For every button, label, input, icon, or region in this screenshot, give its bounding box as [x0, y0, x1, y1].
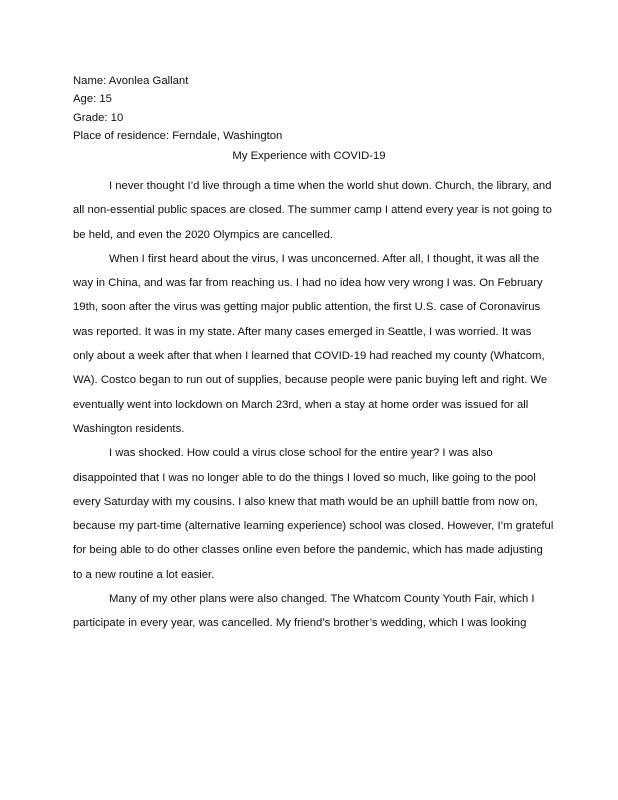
essay-line: every Saturday with my cousins. I also knew that math would be an uphill battle from now on,	[73, 495, 538, 508]
essay-line: When I first heard about the virus, I was unconcerned. After all, I thought, it was all the	[109, 252, 540, 265]
essay-line: 19th, soon after the virus was getting major public attention, the first U.S. case of Coronavirus	[73, 301, 541, 314]
essay-line: eventually went into lockdown on March 23rd, when a stay at home order was issued for all	[73, 398, 529, 411]
essay-line: only about a week after that when I learned that COVID-19 had reached my county (Whatcom,	[73, 350, 545, 363]
essay-line: was reported. It was in my state. After many cases emerged in Seattle, I was worried. It was	[73, 325, 532, 338]
essay-line: Washington residents.	[73, 422, 185, 435]
essay-line: Many of my other plans were also changed. The Whatcom County Youth Fair, which I	[109, 593, 535, 606]
essay-line: I was shocked. How could a virus close school for the entire year? I was also	[109, 447, 493, 460]
author-age: Age: 15	[73, 93, 112, 106]
essay-line: disappointed that I was no longer able to do the things I loved so much, like going to the pool	[73, 471, 536, 484]
essay-line: participate in every year, was cancelled. My friend’s brother’s wedding, which I was looking	[73, 617, 527, 630]
essay-line: for being able to do other classes online even before the pandemic, which has made adjusting	[73, 544, 543, 557]
author-residence: Place of residence: Ferndale, Washington	[73, 129, 283, 142]
essay-body	[73, 174, 554, 636]
author-info-block	[73, 72, 282, 145]
essay-line: all non-essential public spaces are closed. The summer camp I attend every year is not going to	[73, 204, 552, 217]
essay-line: WA). Costco began to run out of supplies, because people were panic buying left and right. We	[73, 374, 548, 387]
author-grade: Grade: 10	[73, 111, 124, 124]
essay-line: to a new routine a lot easier.	[73, 568, 215, 581]
essay-title: My Experience with COVID-19	[232, 150, 386, 162]
essay-line: be held, and even the 2020 Olympics are cancelled.	[73, 228, 333, 241]
essay-line: way in China, and was far from reaching us. I had no idea how very wrong I was. On February	[73, 277, 543, 290]
author-name: Name: Avonlea Gallant	[73, 75, 189, 87]
essay-line: because my part-time (alternative learning experience) school was closed. However, I’m grateful	[73, 520, 554, 533]
essay-line: I never thought I’d live through a time when the world shut down. Church, the library, and	[109, 180, 552, 192]
